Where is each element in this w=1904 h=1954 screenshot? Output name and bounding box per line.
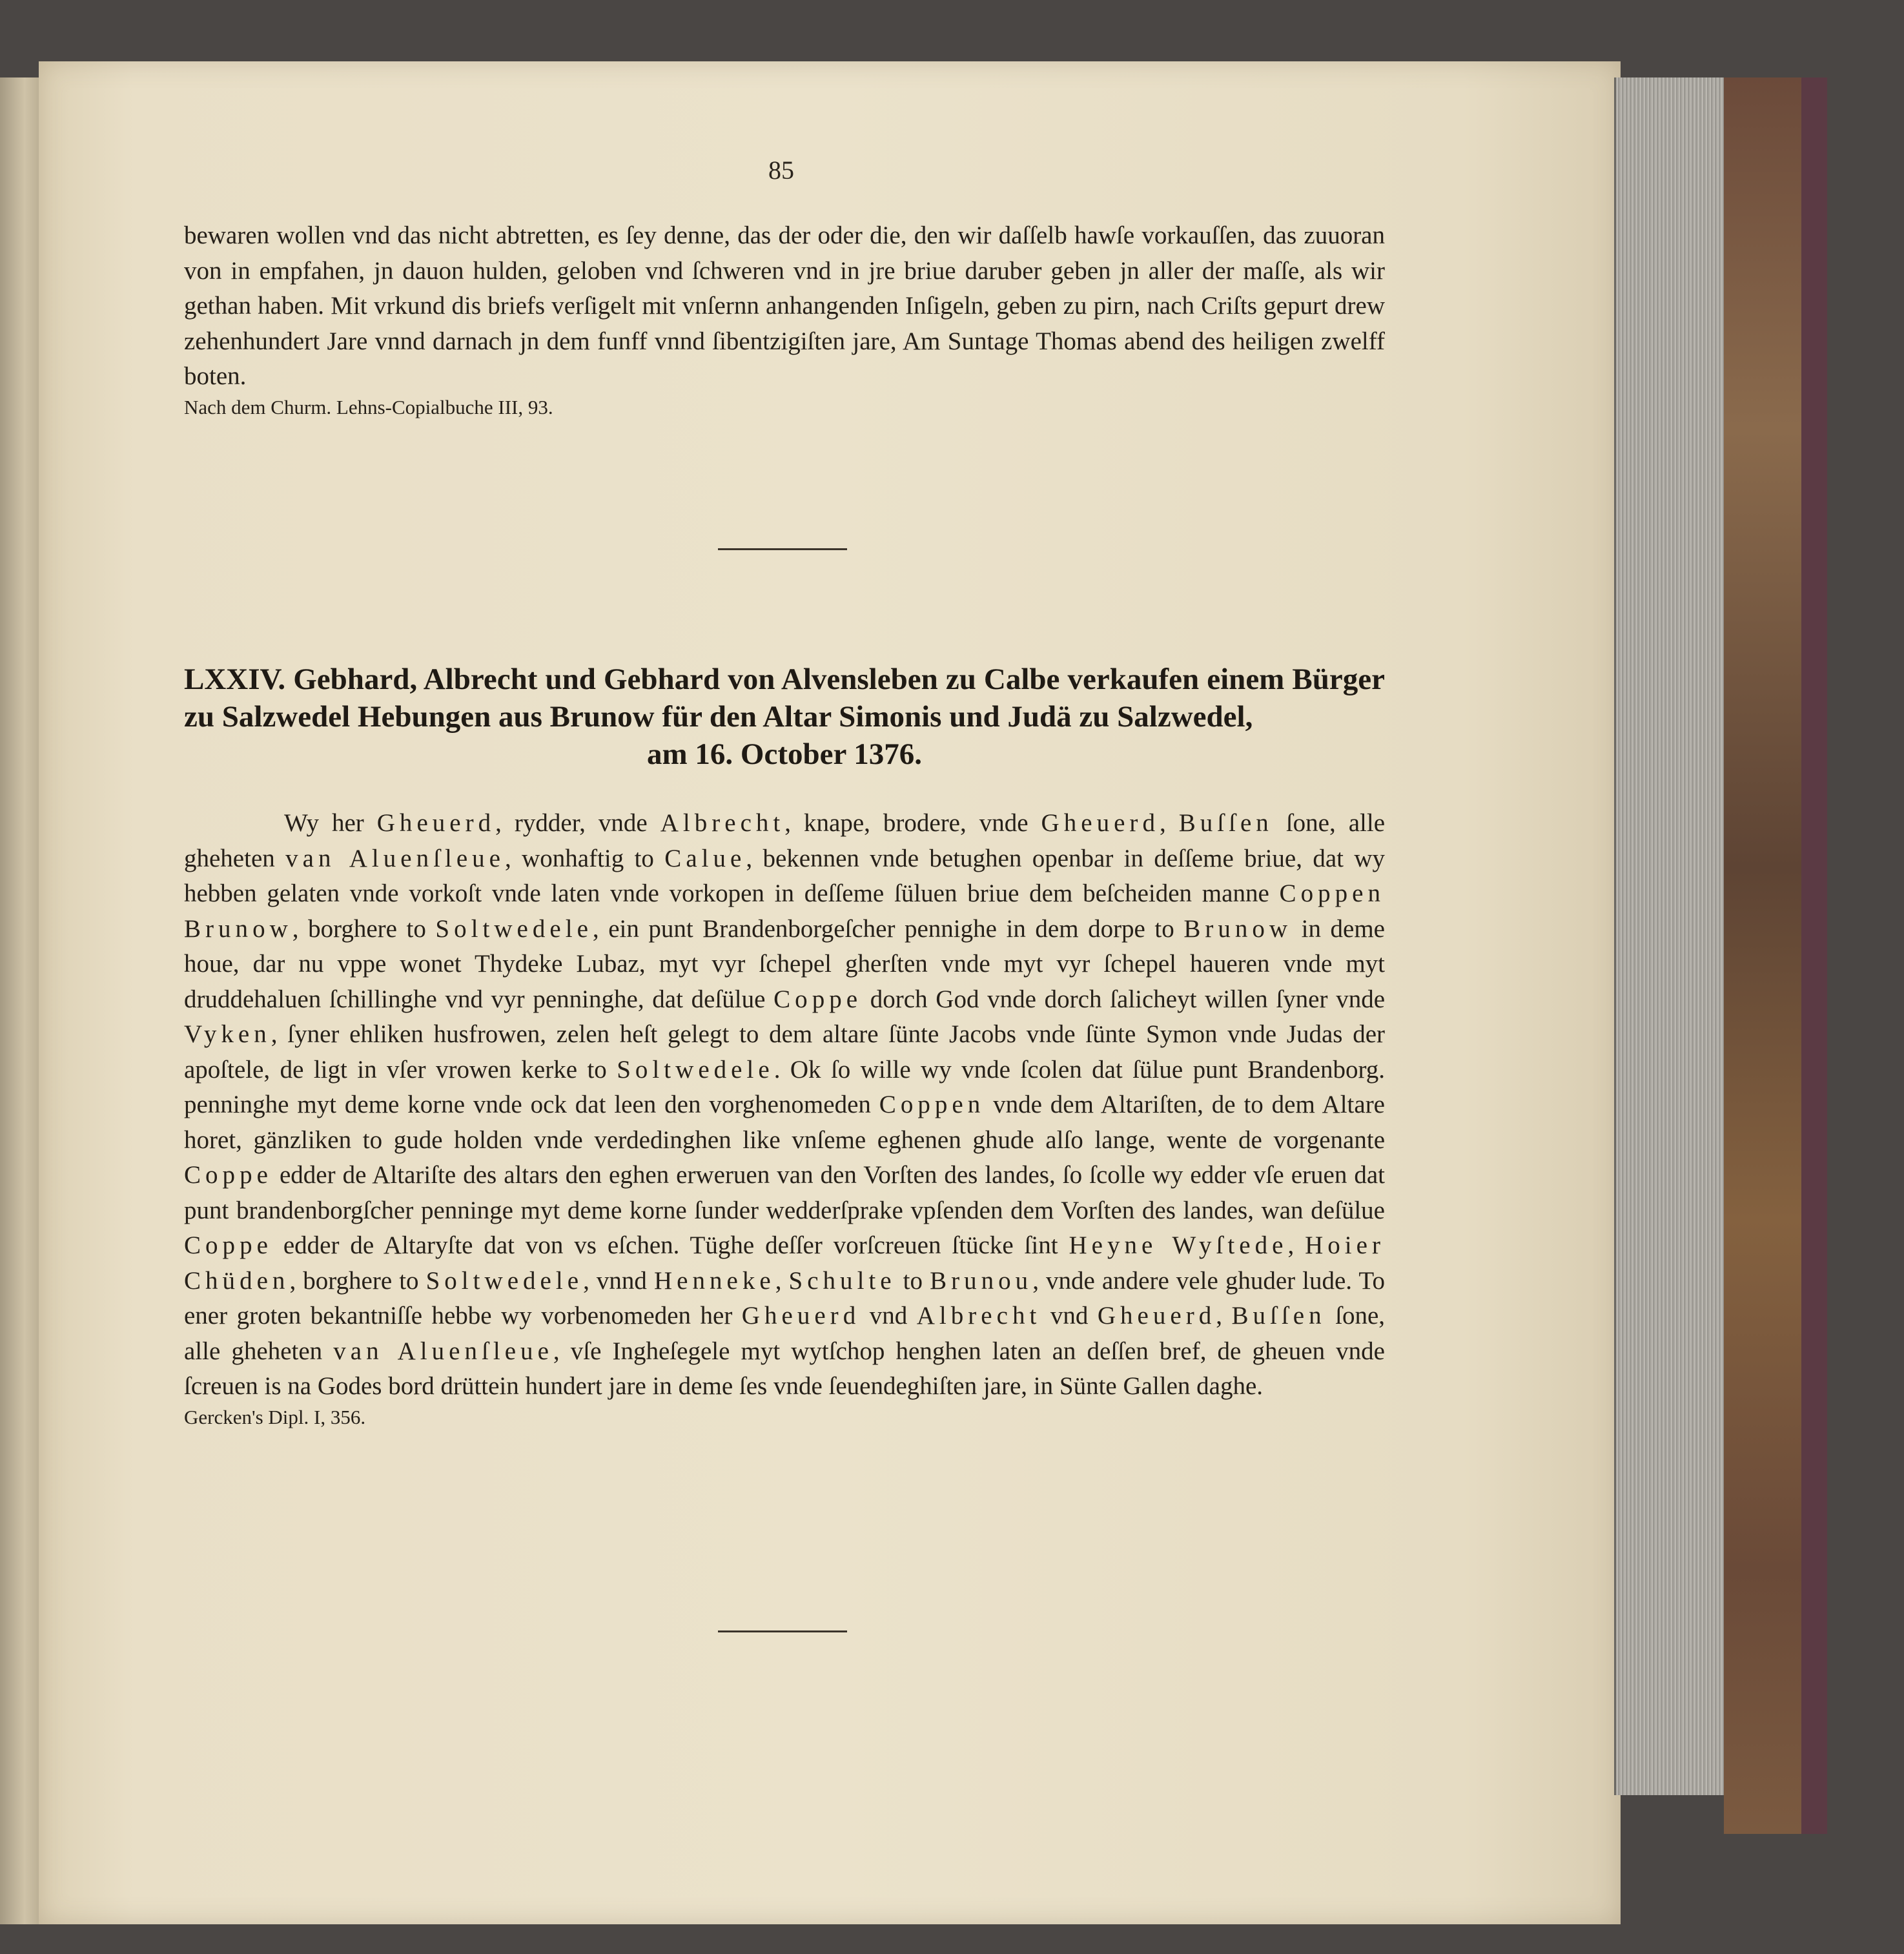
source-citation-2: Gercken's Dipl. I, 356. — [184, 1405, 366, 1428]
continuation-paragraph-block — [184, 218, 1385, 420]
page-block-edges — [1614, 77, 1726, 1795]
continuation-paragraph: bewaren wollen vnd das nicht abtretten, es ſey denne, das der oder die, den wir daſſelb hawſe vorkauſſen, das zuuoran von in empfahen, jn dauon hulden, geloben vnd ſchweren vnd in jre briue daruber geben jn aller der maſſe, als wir gethan haben. Mit vrkund dis briefs verſigelt mit vnſernn anhangenden Inſigeln, geben zu pirn, nach Criſts gepurt drew zehenhundert Jare vnnd darnach jn dem funff vnnd ſibentzigiſten jare, Am Suntage Thomas abend des heiligen zwelff boten. — [184, 221, 1385, 390]
charter-paragraph: Wy her Gheuerd, rydder, vnde Albrecht, knape, brodere, vnde Gheuerd, Buſſen ſone, alle gheheten van Aluenſleue, wonhaftig to Calue, bekennen vnde betughen openbar in deſſeme briue, dat wy hebben gelaten vnde vorkoſt vnde laten vnde vorkopen in deſſeme ſüluen briue dem beſcheiden manne Coppen Brunow, borghere to Soltwedele, ein punt Brandenborgeſcher pennighe in dem dorpe to Brunow in deme houe, dar nu vppe wonet Thydeke Lubaz, myt vyr ſchepel gherſten vnde myt vyr ſchepel haueren vnde myt druddehaluen ſchillinghe vnd vyr penninghe, dat deſülue Coppe dorch God vnde dorch ſalicheyt willen ſyner vnde Vyken, ſyner ehliken husfrowen, zelen heſt gelegt to dem altare ſünte Jacobs vnde ſünte Symon vnde Judas der apoſtele, de ligt in vſer vrowen kerke to Soltwedele. Ok ſo wille wy vnde ſcolen dat ſülue punt Brandenborg. penninghe myt deme korne vnde ock dat leen den vorghenomeden Coppen vnde dem Altariſten, de to dem Altare horet, gänzliken to gude holden vnde verdedinghen like vnſeme eghenen ghude alſo lange, wente de vorgenante Coppe edder de Altariſte des altars den eghen erweruen van den Vorſten des landes, ſo ſcolle wy edder vſe eruen dat punt brandenborgſcher penninge myt deme korne ſunder wedderſprake vpſenden dem Vorſten des landes, wan deſülue Coppe edder de Altaryſte dat von vs eſchen. Tüghe deſſer vorſcreuen ſtücke ſint Heyne Wyſtede, Hoier Chüden, borghere to Soltwedele, vnnd Henneke, Schulte to Brunou, vnde andere vele ghuder lude. To ener groten bekantniſſe hebbe wy vorbenomeden her Gheuerd vnd Albrecht vnd Gheuerd, Buſſen ſone, alle gheheten van Aluenſleue, vſe Ingheſegele myt wytſchop henghen laten an deſſen bref, de gheuen vnde ſcreuen is na Godes bord drüttein hundert jare in deme ſes vnde ſeuendeghiſten jare, in Sünte Gallen daghe. — [184, 809, 1386, 1400]
document-heading — [184, 661, 1385, 773]
cover-spine-band — [1801, 77, 1827, 1834]
end-divider — [718, 1630, 847, 1632]
page-number: 85 — [768, 156, 794, 185]
heading-main: LXXIV. Gebhard, Albrecht und Gebhard von Alvensleben zu Calbe verkaufen einem Bürger zu Salzwedel Hebungen aus Brunow für den Altar Simonis und Judä zu Salzwedel, — [184, 663, 1385, 734]
charter-text-block — [184, 806, 1385, 1430]
heading-date: am 16. October 1376. — [647, 737, 922, 771]
section-divider — [718, 548, 847, 550]
source-citation: Nach dem Churm. Lehns-Copialbuche III, 93. — [184, 395, 553, 418]
marbled-cover — [1724, 77, 1810, 1834]
